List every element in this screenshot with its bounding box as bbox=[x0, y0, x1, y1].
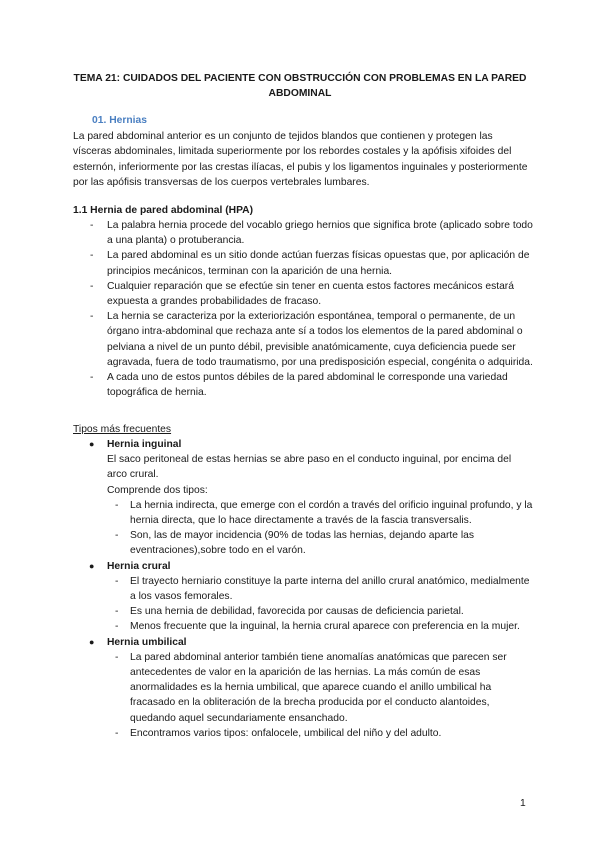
list-item-text: Encontramos varios tipos: onfalocele, umbilical del niño y del adulto. bbox=[130, 727, 442, 739]
section-heading bbox=[92, 113, 147, 128]
list-item-text: A cada uno de estos puntos débiles de la pared abdominal le corresponde una variedad topográfica de hernia. bbox=[107, 372, 508, 399]
list-item-text: El trayecto herniario constituye la parte interna del anillo crural anatómico, medialmente a los vasos femorales. bbox=[130, 575, 530, 603]
types-heading: Tipos más frecuentes bbox=[73, 424, 172, 435]
section-number: 01. bbox=[92, 115, 107, 126]
hernia-types bbox=[73, 437, 533, 741]
dash-marker: - bbox=[115, 575, 119, 587]
umbilical-list bbox=[73, 650, 533, 741]
crural-list bbox=[73, 574, 533, 635]
section-label: Hernias bbox=[109, 115, 147, 126]
type-description: El saco peritoneal de estas hernias se abre paso en el conducto inguinal, por encima del arco crural. bbox=[107, 454, 512, 481]
document-title: TEMA 21: CUIDADOS DEL PACIENTE CON OBSTRUCCIÓN CON PROBLEMAS EN LA PARED ABDOMINAL bbox=[73, 73, 527, 99]
inguinal-list bbox=[73, 498, 533, 559]
list-item bbox=[107, 574, 533, 604]
hernia-type-inguinal bbox=[73, 437, 533, 498]
list-item bbox=[73, 279, 533, 309]
list-item bbox=[107, 650, 533, 726]
dash-marker: - bbox=[90, 372, 94, 384]
bullet-icon: ● bbox=[89, 560, 95, 571]
hernia-type-crural bbox=[73, 559, 533, 574]
dash-marker: - bbox=[115, 621, 119, 633]
type-name: Hernia inguinal bbox=[107, 439, 182, 450]
hpa-list bbox=[73, 218, 533, 400]
subsection-heading: 1.1 Hernia de pared abdominal (HPA) bbox=[73, 205, 254, 216]
bullet-icon: ● bbox=[89, 636, 95, 647]
list-item bbox=[73, 309, 533, 370]
bullet-icon: ● bbox=[89, 439, 95, 449]
list-item-text: La palabra hernia procede del vocablo griego hernios que significa brote (aplicado sobre todo a una planta) o protuberancia. bbox=[107, 220, 533, 247]
dash-marker: - bbox=[115, 727, 119, 739]
list-item bbox=[73, 218, 533, 248]
page-number: 1 bbox=[520, 798, 526, 809]
dash-marker: - bbox=[90, 311, 94, 323]
list-item-text: La hernia se caracteriza por la exteriorización espontánea, temporal o permanente, de un órgano intra-abdominal que rechaza ante sí a todos los elementos de la pared abdominal o pelviana a nivel de un punto débil, previsible anatómicamente, cuya deficiencia puede ser agravada, fuera de todo traumatismo, por una predisposición especial, congénita o adquirida. bbox=[107, 311, 533, 368]
type-description: Comprende dos tipos: bbox=[107, 484, 208, 496]
dash-marker: - bbox=[115, 651, 119, 663]
list-item bbox=[73, 370, 533, 400]
hernia-type-umbilical bbox=[73, 635, 533, 650]
list-item bbox=[107, 528, 533, 558]
list-item-text: La pared abdominal anterior también tiene anomalías anatómicas que parecen ser antecedentes de valor en la aparición de las hernias. La más común de esas anormalidades es la hernia umbilical, que aparece cuando el anillo umbilical ha fracasado en la obliteración de la brecha producida por el conducto alantoides, quedando aquel secundariamente ensanchado. bbox=[130, 651, 507, 724]
dash-marker: - bbox=[115, 499, 119, 511]
type-name: Hernia crural bbox=[107, 560, 171, 572]
list-item-text: La hernia indirecta, que emerge con el cordón a través del orificio inguinal profundo, y la hernia directa, que lo hace directamente a través de la fascia transversalis. bbox=[130, 499, 533, 527]
dash-marker: - bbox=[90, 220, 94, 231]
list-item-text: Menos frecuente que la inguinal, la hernia crural aparece con preferencia en la mujer. bbox=[130, 621, 520, 633]
dash-marker: - bbox=[115, 606, 119, 618]
list-item bbox=[107, 619, 533, 634]
type-name: Hernia umbilical bbox=[107, 636, 187, 648]
dash-marker: - bbox=[90, 280, 94, 292]
list-item-text: Es una hernia de debilidad, favorecida por causas de deficiencia parietal. bbox=[130, 606, 464, 618]
list-item bbox=[107, 604, 533, 619]
list-item-text: La pared abdominal es un sitio donde actúan fuerzas físicas opuestas que, por aplicación de principios mecánicos, terminan con la aparición de una hernia. bbox=[107, 250, 530, 277]
list-item bbox=[73, 248, 533, 278]
intro-paragraph: La pared abdominal anterior es un conjunto de tejidos blandos que contienen y protegen las vísceras abdominales, limitada superiormente por los rebordes costales y la apófisis xifoides del esternón, inferiormente por las crestas ilíacas, el pubis y los ligamentos inguinales y posteriormente por las apófisis transversas de los cuerpos vertebrales lumbares. bbox=[73, 131, 528, 189]
list-item-text: Son, las de mayor incidencia (90% de todas las hernias, dejando aparte las eventraciones),sobre todo en el varón. bbox=[130, 530, 475, 557]
dash-marker: - bbox=[90, 250, 94, 262]
list-item bbox=[107, 498, 533, 528]
dash-marker: - bbox=[115, 530, 119, 542]
list-item bbox=[107, 726, 533, 741]
list-item-text: Cualquier reparación que se efectúe sin tener en cuenta estos factores mecánicos estará expuesta a grandes probabilidades de fracaso. bbox=[107, 280, 514, 308]
